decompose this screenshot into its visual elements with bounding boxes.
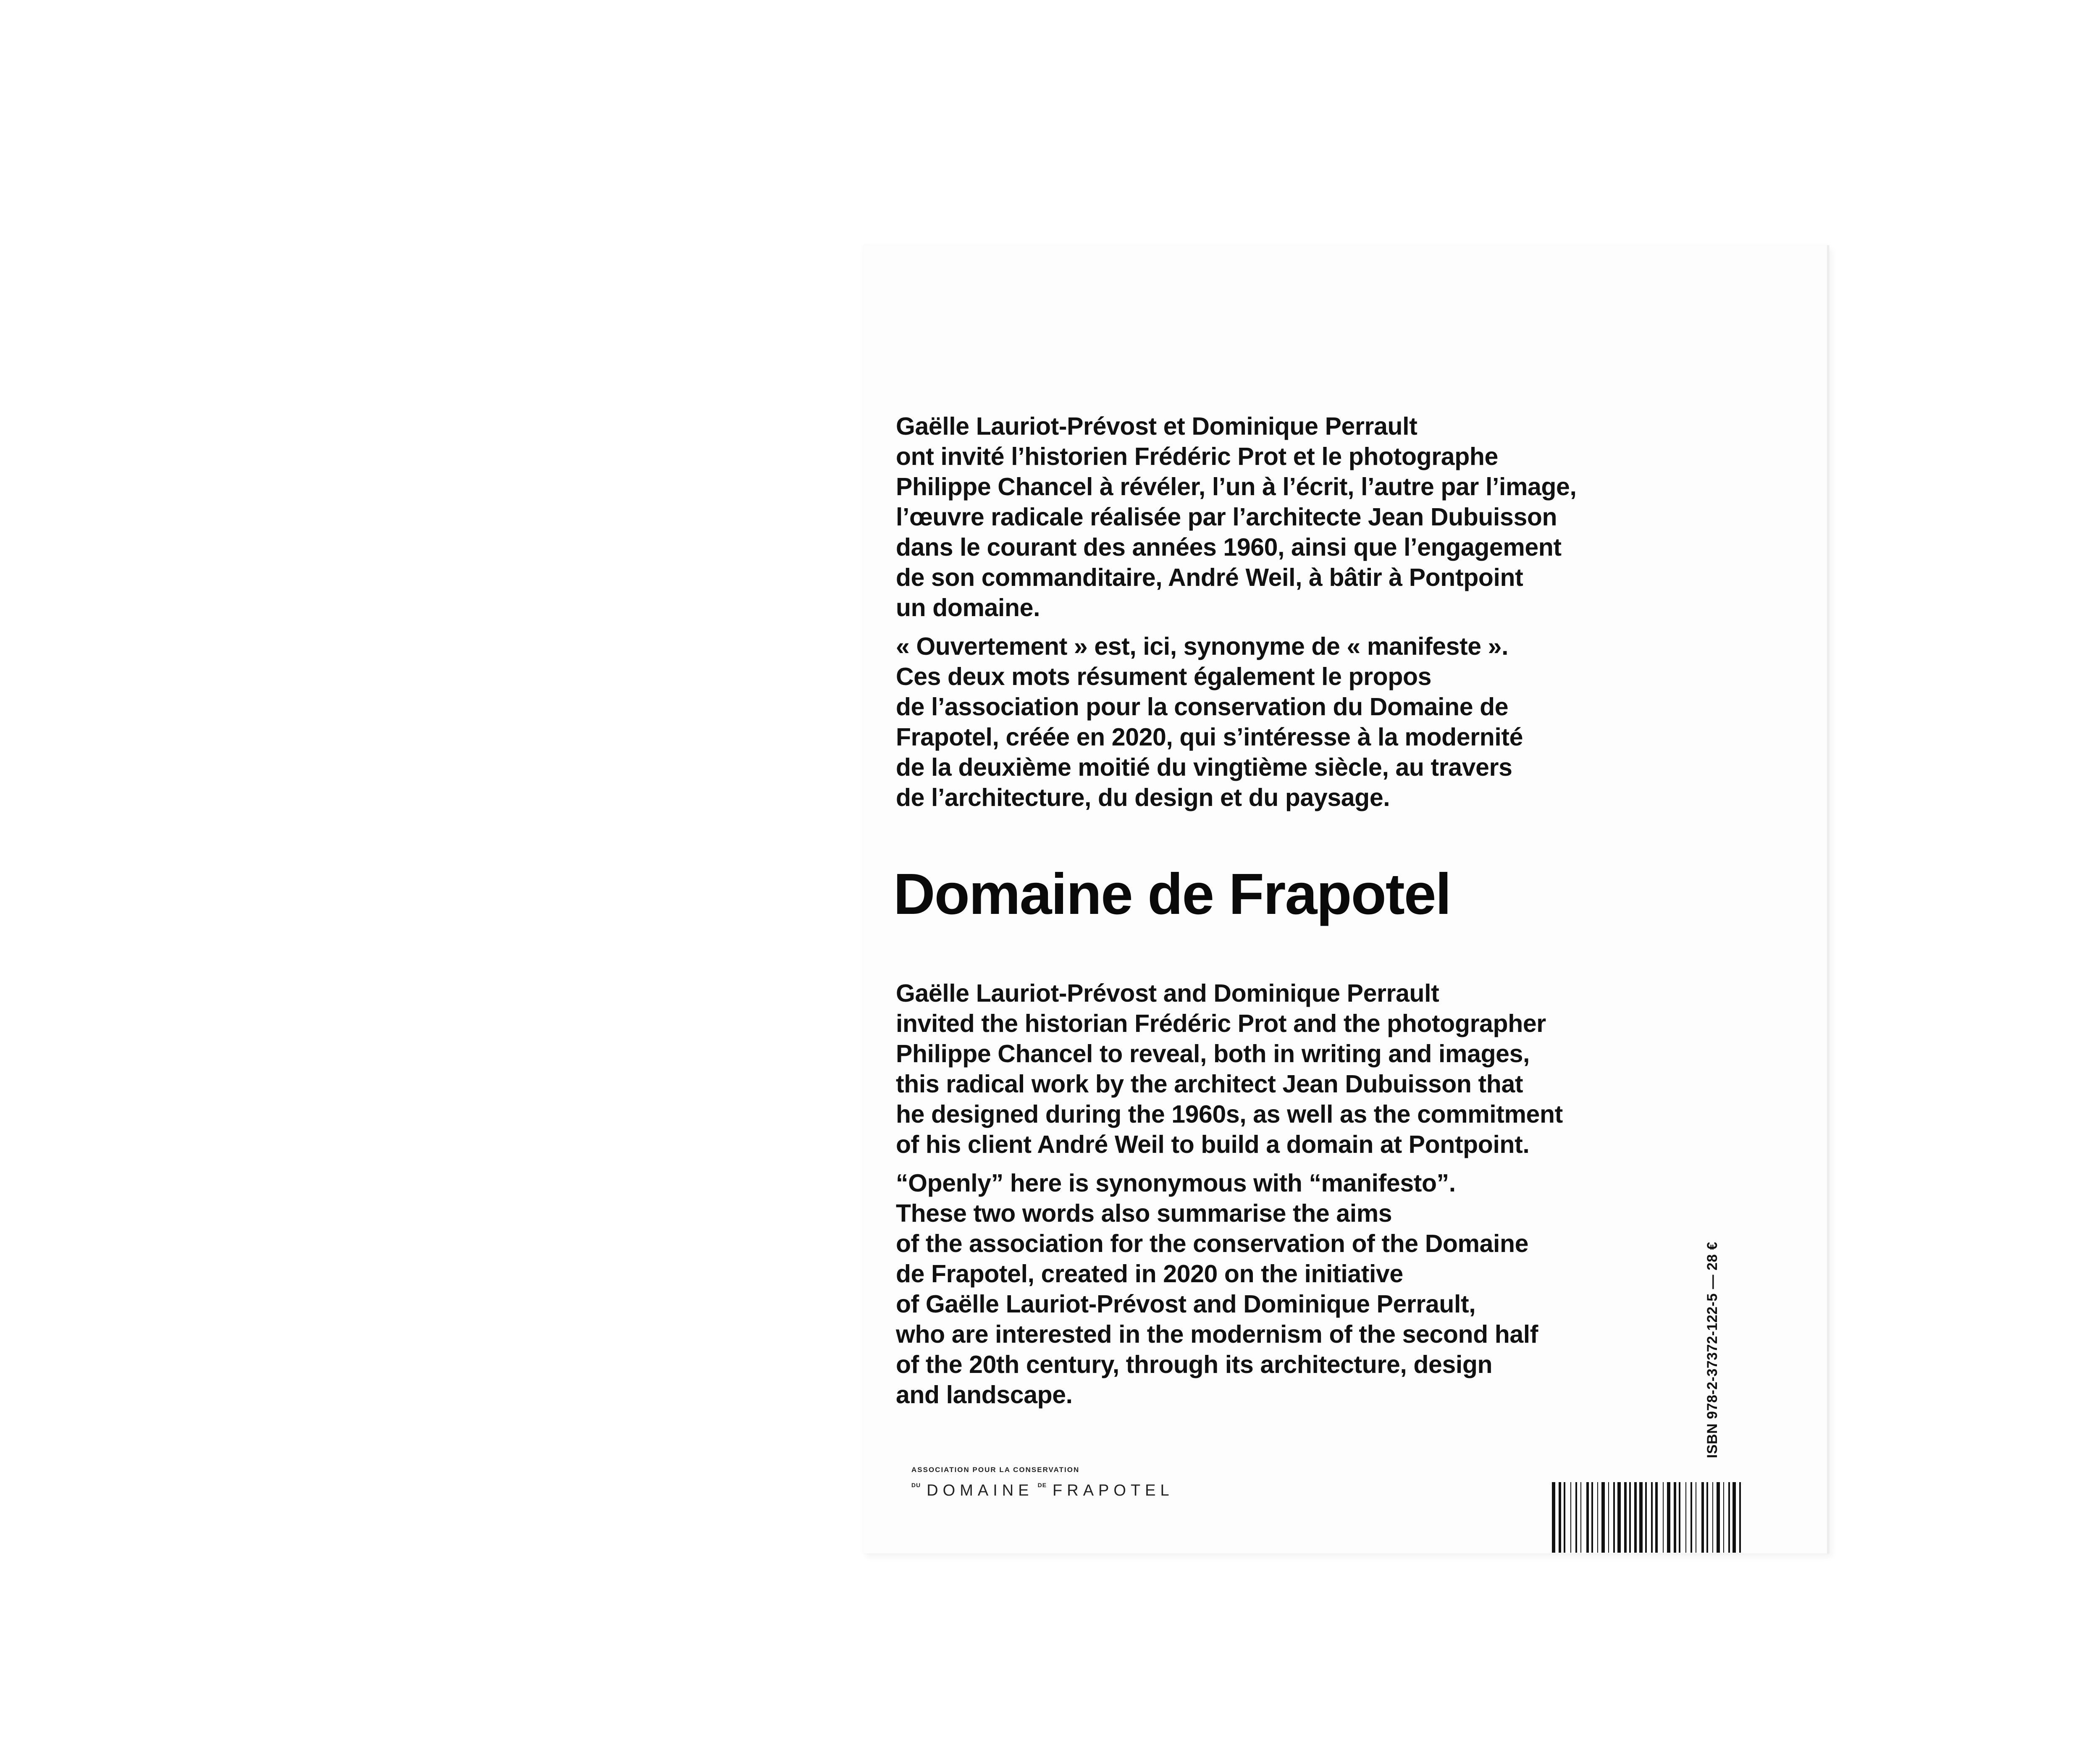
- french-paragraph-2: « Ouvertement » est, ici, synonyme de « manifeste ». Ces deux mots résument également le propos de l’association pour la conservation du Domaine de Frapotel, créée en 2020, qui s’intéresse à la modernité de la deuxième moitié du vingtième siècle, au travers de l’architecture, du design et du paysage.: [896, 632, 1523, 811]
- book-back-cover: [863, 245, 1829, 1554]
- barcode-icon: [1552, 1482, 1741, 1553]
- isbn-price: ISBN 978-2-37372-122-5 — 28 €: [1704, 1241, 1720, 1458]
- english-description: [896, 978, 1786, 1418]
- french-paragraph-1: Gaëlle Lauriot-Prévost et Dominique Perrault ont invité l’historien Frédéric Prot et le photographe Philippe Chancel à révéler, l’un à l’écrit, l’autre par l’image, l’œuvre radicale réalisée par l’architecte Jean Dubuisson dans le courant des années 1960, ainsi que l’engagement de son commanditaire, André Weil, à bâtir à Pontpoint un domaine.: [896, 412, 1577, 622]
- logo-du-label: DU: [911, 1482, 921, 1488]
- logo-de-label: DE: [1037, 1482, 1047, 1488]
- logo-wordmark: [911, 1482, 1174, 1499]
- logo-domaine-label: DOMAINE: [927, 1482, 1034, 1499]
- book-title: Domaine de Frapotel: [893, 862, 1451, 926]
- french-description: [896, 411, 1786, 821]
- logo-tagline: ASSOCIATION POUR LA CONSERVATION: [911, 1466, 1080, 1474]
- english-paragraph-1: Gaëlle Lauriot-Prévost and Dominique Perrault invited the historian Frédéric Prot and the photographer Philippe Chancel to reveal, both in writing and images, this radical work by the architect Jean Dubuisson that he designed during the 1960s, as well as the commitment of his client André Weil to build a domain at Pontpoint.: [896, 979, 1563, 1158]
- logo-frapotel-label: FRAPOTEL: [1053, 1482, 1174, 1499]
- association-logo: [911, 1465, 1174, 1499]
- english-paragraph-2: “Openly” here is synonymous with “manifesto”. These two words also summarise the aims of the association for the conservation of the Domaine de Frapotel, created in 2020 on the initiative of Gaëlle Lauriot-Prévost and Dominique Perrault, who are interested in the modernism of the second half of the 20th century, through its architecture, design and landscape.: [896, 1169, 1538, 1409]
